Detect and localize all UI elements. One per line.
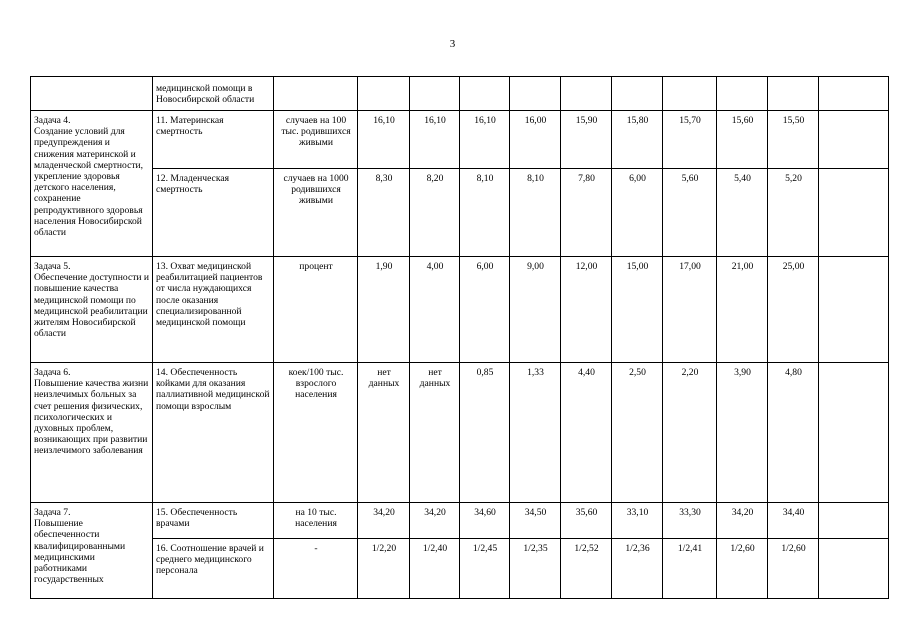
- value-cell: 16,10: [460, 111, 510, 169]
- task-cell: Задача 5. Обеспечение доступности и повышение качества медицинской помощи по медицинской реабилитации жителям Новосибирской области: [31, 257, 153, 363]
- task-cell: Задача 6. Повышение качества жизни неизлечимых больных за счет решения физических, психологических и духовных проблем, возникающих при развитии неизлечимого заболевания: [31, 363, 153, 503]
- value-cell: 15,90: [561, 111, 612, 169]
- value-cell: 1,90: [358, 257, 410, 363]
- value-cell: 1/2,40: [410, 539, 460, 599]
- value-cell: 21,00: [717, 257, 768, 363]
- value-cell: 1/2,20: [358, 539, 410, 599]
- value-cell: 34,20: [717, 503, 768, 539]
- value-cell: 8,30: [358, 169, 410, 257]
- value-cell: 2,20: [663, 363, 717, 503]
- value-cell: 34,20: [358, 503, 410, 539]
- value-cell: 7,80: [561, 169, 612, 257]
- value-cell: 6,00: [460, 257, 510, 363]
- table-row: [31, 503, 889, 539]
- table-row: [31, 111, 889, 169]
- value-cell: 1/2,41: [663, 539, 717, 599]
- table-row: [31, 169, 889, 257]
- unit-cell: [274, 77, 358, 111]
- task-cell: [31, 77, 153, 111]
- indicator-cell: 14. Обеспеченность койками для оказания паллиативной медицинской помощи взрослым: [153, 363, 274, 503]
- table-row: [31, 539, 889, 599]
- value-cell: 33,10: [612, 503, 663, 539]
- unit-cell: коек/100 тыс. взрослого населения: [274, 363, 358, 503]
- value-cell: 4,80: [768, 363, 819, 503]
- value-cell: 15,50: [768, 111, 819, 169]
- value-cell: нет данных: [410, 363, 460, 503]
- value-cell: 25,00: [768, 257, 819, 363]
- value-cell: 34,20: [410, 503, 460, 539]
- table-row: [31, 257, 889, 363]
- value-cell: 34,60: [460, 503, 510, 539]
- value-cell: 8,20: [410, 169, 460, 257]
- unit-cell: на 10 тыс. населения: [274, 503, 358, 539]
- value-cell: нет данных: [358, 363, 410, 503]
- value-cell: 15,70: [663, 111, 717, 169]
- value-cell: 1/2,35: [510, 539, 561, 599]
- unit-cell: процент: [274, 257, 358, 363]
- value-cell: 4,40: [561, 363, 612, 503]
- value-cell: 1/2,45: [460, 539, 510, 599]
- task-cell: Задача 7. Повышение обеспеченности квалифицированными медицинскими работниками государственных: [31, 503, 153, 599]
- value-cell: 34,50: [510, 503, 561, 539]
- indicator-cell: 16. Соотношение врачей и среднего медицинского персонала: [153, 539, 274, 599]
- value-cell: 1/2,60: [717, 539, 768, 599]
- unit-cell: случаев на 100 тыс. родившихся живыми: [274, 111, 358, 169]
- value-cell: 5,20: [768, 169, 819, 257]
- table-row: [31, 77, 889, 111]
- value-cell: 34,40: [768, 503, 819, 539]
- indicator-cell: медицинской помощи в Новосибирской области: [153, 77, 274, 111]
- page-number: 3: [449, 38, 456, 50]
- value-cell: 1/2,60: [768, 539, 819, 599]
- value-cell: 8,10: [460, 169, 510, 257]
- unit-cell: -: [274, 539, 358, 599]
- table-row: [31, 363, 889, 503]
- value-cell: 8,10: [510, 169, 561, 257]
- value-cell: 9,00: [510, 257, 561, 363]
- value-cell: 16,10: [410, 111, 460, 169]
- unit-cell: случаев на 1000 родившихся живыми: [274, 169, 358, 257]
- value-cell: 4,00: [410, 257, 460, 363]
- value-cell: 1/2,36: [612, 539, 663, 599]
- value-cell: 0,85: [460, 363, 510, 503]
- value-cell: 3,90: [717, 363, 768, 503]
- value-cell: 35,60: [561, 503, 612, 539]
- indicators-table: [30, 76, 889, 599]
- value-cell: 17,00: [663, 257, 717, 363]
- value-cell: 2,50: [612, 363, 663, 503]
- value-cell: 5,60: [663, 169, 717, 257]
- value-cell: 16,00: [510, 111, 561, 169]
- value-cell: 1,33: [510, 363, 561, 503]
- value-cell: 6,00: [612, 169, 663, 257]
- value-cell: 5,40: [717, 169, 768, 257]
- value-cell: 15,80: [612, 111, 663, 169]
- value-cell: 15,00: [612, 257, 663, 363]
- indicator-cell: 15. Обеспеченность врачами: [153, 503, 274, 539]
- indicator-cell: 12. Младенческая смертность: [153, 169, 274, 257]
- task-cell: Задача 4. Создание условий для предупреждения и снижения материнской и младенческой смертности, укрепление здоровья детского населения, сохранение репродуктивного здоровья населения Новосибирской области: [31, 111, 153, 257]
- value-cell: 15,60: [717, 111, 768, 169]
- indicator-cell: 13. Охват медицинской реабилитацией пациентов от числа нуждающихся после оказания специализированной медицинской помощи: [153, 257, 274, 363]
- value-cell: 16,10: [358, 111, 410, 169]
- indicator-cell: 11. Материнская смертность: [153, 111, 274, 169]
- value-cell: 12,00: [561, 257, 612, 363]
- value-cell: 1/2,52: [561, 539, 612, 599]
- value-cell: 33,30: [663, 503, 717, 539]
